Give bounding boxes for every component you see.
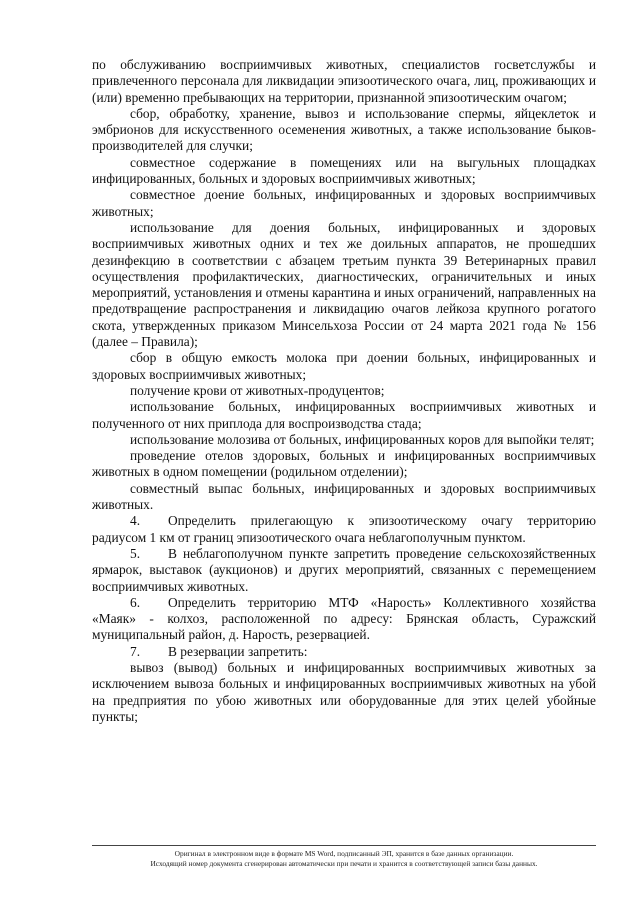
paragraph-text: В резервации запретить: [168, 643, 308, 659]
paragraph [92, 481, 596, 514]
paragraph [92, 660, 596, 725]
paragraph-text: использование молозива от больных, инфицированных коров для выпойки телят; [130, 431, 595, 447]
document-footer [92, 849, 596, 869]
paragraph [92, 106, 596, 155]
paragraph-text: вывоз (вывод) больных и инфицированных восприимчивых животных за исключением вывоза больных и инфицированных восприимчивых животных на убой на предприятия по убою животных или оборудованные для этих целей убойные пункты; [92, 659, 596, 724]
paragraph [92, 448, 596, 481]
paragraph-text: В неблагополучном пункте запретить проведение сельскохозяйственных ярмарок, выставок (аукционов) и других мероприятий, связанных с перемещением восприимчивых животных. [92, 545, 596, 594]
paragraph [92, 432, 596, 448]
numbered-paragraph [92, 546, 596, 595]
numbered-paragraph [92, 513, 596, 546]
footer-line-2: Исходящий номер документа сгенерирован автоматически при печати и хранится в соответствующей записи базы данных. [150, 859, 538, 868]
numbered-paragraph [92, 595, 596, 644]
paragraph-text: сбор в общую емкость молока при доении больных, инфицированных и здоровых восприимчивых животных; [92, 350, 596, 382]
paragraph [92, 57, 596, 106]
paragraph [92, 187, 596, 220]
paragraph [92, 220, 596, 350]
paragraph-text: совместное содержание в помещениях или на выгульных площадках инфицированных, больных и здоровых восприимчивых животных; [92, 154, 596, 187]
paragraph-text: проведение отелов здоровых, больных и инфицированных восприимчивых животных в одном помещении (родильном отделении); [92, 448, 596, 480]
footer-line-1: Оригинал в электронном виде в формате MS Word, подписанный ЭП, хранится в базе данных организации. [174, 849, 514, 858]
paragraph-text: совместное доение больных, инфицированных и здоровых восприимчивых животных; [92, 187, 596, 219]
paragraph-text: Определить территорию МТФ «Нарость» Коллективного хозяйства «Маяк» - колхоз, расположенной по адресу: Брянская область, Суражский муниципальный район, д. Нарость, резервацией. [92, 594, 596, 643]
paragraph-text: использование для доения больных, инфицированных и здоровых восприимчивых животных одних и тех же доильных аппаратов, не прошедших дезинфекцию в соответствии с абзацем третьим пункта 39 Ветеринарных правил осуществления профилактических, диагностических, ограничительных и иных мероприятий, установления и отмены карантина и иных ограничений, направленных на предотвращение распространения и ликвидацию очагов лейкоза крупного рогатого скота, утвержденных приказом Минсельхоза России от 24 марта 2021 года № 156 (далее – Правила); [92, 219, 596, 350]
paragraph-text: использование больных, инфицированных восприимчивых животных и полученного от них приплода для воспроизводства стада; [92, 399, 596, 431]
paragraph-text: по обслуживанию восприимчивых животных, специалистов госветслужбы и привлеченного персонала для ликвидации эпизоотического очага, лиц, проживающих и (или) временно пребывающих на территории, признанной эпизоотическим очагом; [92, 57, 596, 105]
paragraph-text: Определить прилегающую к эпизоотическому очагу территорию радиусом 1 км от границ эпизоотического очага неблагополучным пунктом. [92, 513, 596, 545]
paragraph-text: совместный выпас больных, инфицированных и здоровых восприимчивых животных. [92, 480, 596, 513]
paragraph-number: 6. [130, 594, 141, 610]
paragraph-number: 5. [130, 545, 141, 561]
numbered-paragraph [92, 644, 596, 660]
paragraph-number: 4. [130, 513, 141, 529]
paragraph-text: получение крови от животных-продуцентов; [130, 382, 385, 398]
paragraph-number: 7. [130, 643, 141, 659]
paragraph [92, 350, 596, 383]
document-body [92, 57, 596, 725]
paragraph [92, 383, 596, 399]
document-page [92, 57, 596, 725]
paragraph [92, 399, 596, 432]
paragraph-text: сбор, обработку, хранение, вывоз и использование спермы, яйцеклеток и эмбрионов для искусственного осеменения животных, а также использование быков-производителей для случки; [92, 105, 596, 154]
footer-divider [92, 845, 596, 846]
paragraph [92, 155, 596, 188]
